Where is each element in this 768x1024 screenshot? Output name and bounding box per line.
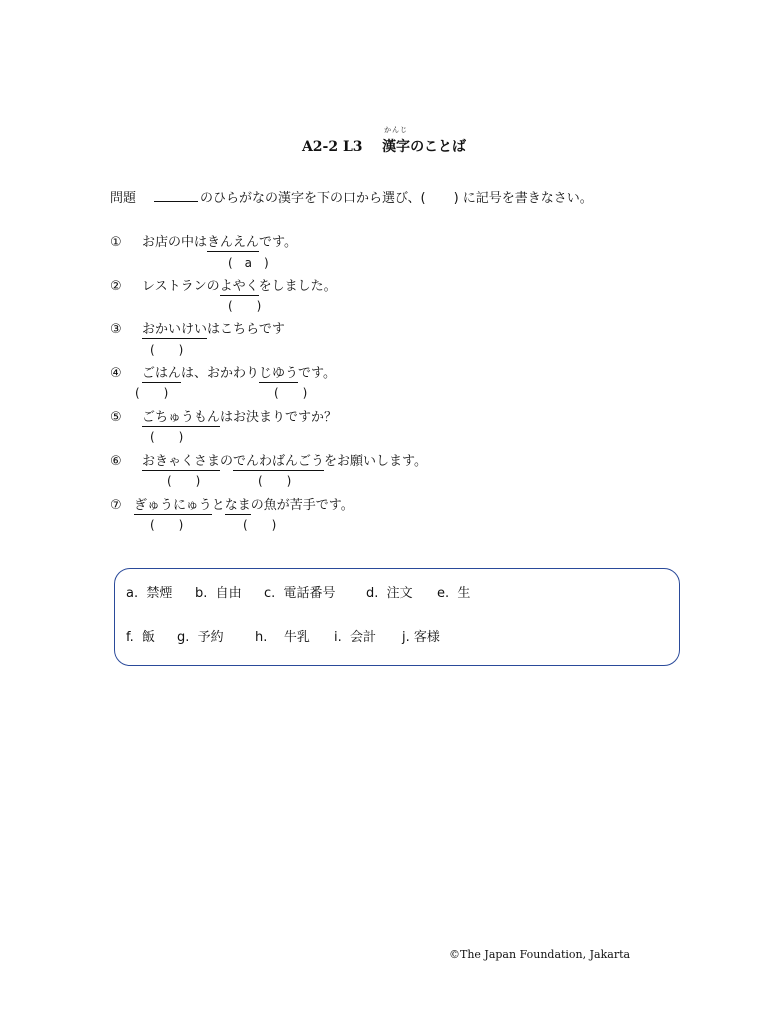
question-number: ④ bbox=[110, 366, 122, 381]
question-text: です。 bbox=[298, 366, 337, 381]
question-number: ⑥ bbox=[110, 454, 122, 469]
underlined-word: なま bbox=[224, 498, 251, 513]
question-text: をしました。 bbox=[258, 279, 337, 294]
choice-c: c. 電話番号 bbox=[264, 586, 336, 601]
instruction-label: 問題 bbox=[110, 191, 137, 206]
answer-blank-7a[interactable]: ( ) bbox=[150, 518, 184, 532]
question-4 bbox=[110, 362, 336, 381]
choice-b: b. 自由 bbox=[195, 586, 242, 601]
question-number: ③ bbox=[110, 322, 122, 337]
question-text: の魚が苦手です。 bbox=[250, 498, 354, 513]
title-kanji-text: 漢字 bbox=[382, 139, 411, 155]
page-title bbox=[0, 126, 768, 156]
underlined-word: きんえん bbox=[207, 235, 260, 250]
choice-d: d. 注文 bbox=[366, 586, 413, 601]
question-number: ⑤ bbox=[110, 410, 122, 425]
question-text: です。 bbox=[259, 235, 297, 250]
underlined-word: おきゃくさま bbox=[142, 454, 221, 469]
lesson-code: A2-2 L3 bbox=[301, 139, 363, 155]
choice-h: h. 牛乳 bbox=[255, 630, 310, 645]
question-text: と bbox=[211, 498, 225, 513]
question-text: の bbox=[220, 454, 234, 469]
answer-blank-1[interactable]: ( a ) bbox=[228, 256, 269, 270]
question-7 bbox=[110, 494, 354, 513]
question-2 bbox=[110, 275, 337, 294]
answer-blank-5[interactable]: ( ) bbox=[150, 430, 184, 444]
question-text: お店の中は bbox=[142, 235, 208, 250]
underlined-word: でんわばんごう bbox=[233, 454, 325, 469]
answer-blank-6a[interactable]: ( ) bbox=[167, 474, 201, 488]
instruction-suffix: ) に記号を書きなさい。 bbox=[453, 191, 593, 206]
choice-f: f. 飯 bbox=[126, 630, 156, 645]
instruction bbox=[110, 187, 593, 206]
answer-blank-3[interactable]: ( ) bbox=[150, 343, 184, 357]
choice-e: e. 生 bbox=[437, 586, 471, 601]
underlined-word: じゆう bbox=[259, 366, 299, 381]
choice-g: g. 予約 bbox=[177, 630, 224, 645]
question-number: ① bbox=[110, 235, 122, 250]
answer-blank-7b[interactable]: ( ) bbox=[243, 518, 277, 532]
instruction-text: のひらがなの漢字を下の口から選び、( bbox=[200, 191, 426, 206]
question-number: ⑦ bbox=[110, 498, 122, 513]
question-3 bbox=[110, 318, 285, 337]
underlined-word: ごちゅうもん bbox=[142, 410, 221, 425]
question-1 bbox=[110, 231, 297, 250]
choice-j: j. 客様 bbox=[402, 630, 440, 645]
question-text: はこちらです bbox=[207, 322, 285, 337]
underlined-word: よやく bbox=[219, 279, 259, 294]
question-text: は、おかわり bbox=[181, 366, 260, 381]
title-kanji bbox=[382, 126, 411, 156]
underlined-word: ごはん bbox=[142, 366, 182, 381]
answer-blank-6b[interactable]: ( ) bbox=[258, 474, 292, 488]
choice-i: i. 会計 bbox=[334, 630, 377, 645]
question-5 bbox=[110, 406, 337, 425]
furigana: かんじ bbox=[384, 126, 409, 134]
question-6 bbox=[110, 450, 427, 469]
answer-blank-4b[interactable]: ( ) bbox=[274, 386, 308, 400]
question-text: はお決まりですか？ bbox=[220, 410, 338, 425]
underlined-word: ぎゅうにゅう bbox=[134, 498, 212, 513]
title-rest: のことば bbox=[410, 139, 467, 155]
question-text: をお願いします。 bbox=[324, 454, 428, 469]
choice-a: a. 禁煙 bbox=[126, 586, 173, 601]
question-text: レストランの bbox=[142, 279, 220, 294]
answer-blank-2[interactable]: ( ) bbox=[228, 299, 262, 313]
copyright-footer: ©The Japan Foundation, Jakarta bbox=[449, 948, 631, 961]
question-number: ② bbox=[110, 279, 122, 294]
underlined-word: おかいけい bbox=[142, 322, 208, 337]
blank-underline bbox=[154, 189, 198, 202]
answer-blank-4a[interactable]: ( ) bbox=[135, 386, 169, 400]
